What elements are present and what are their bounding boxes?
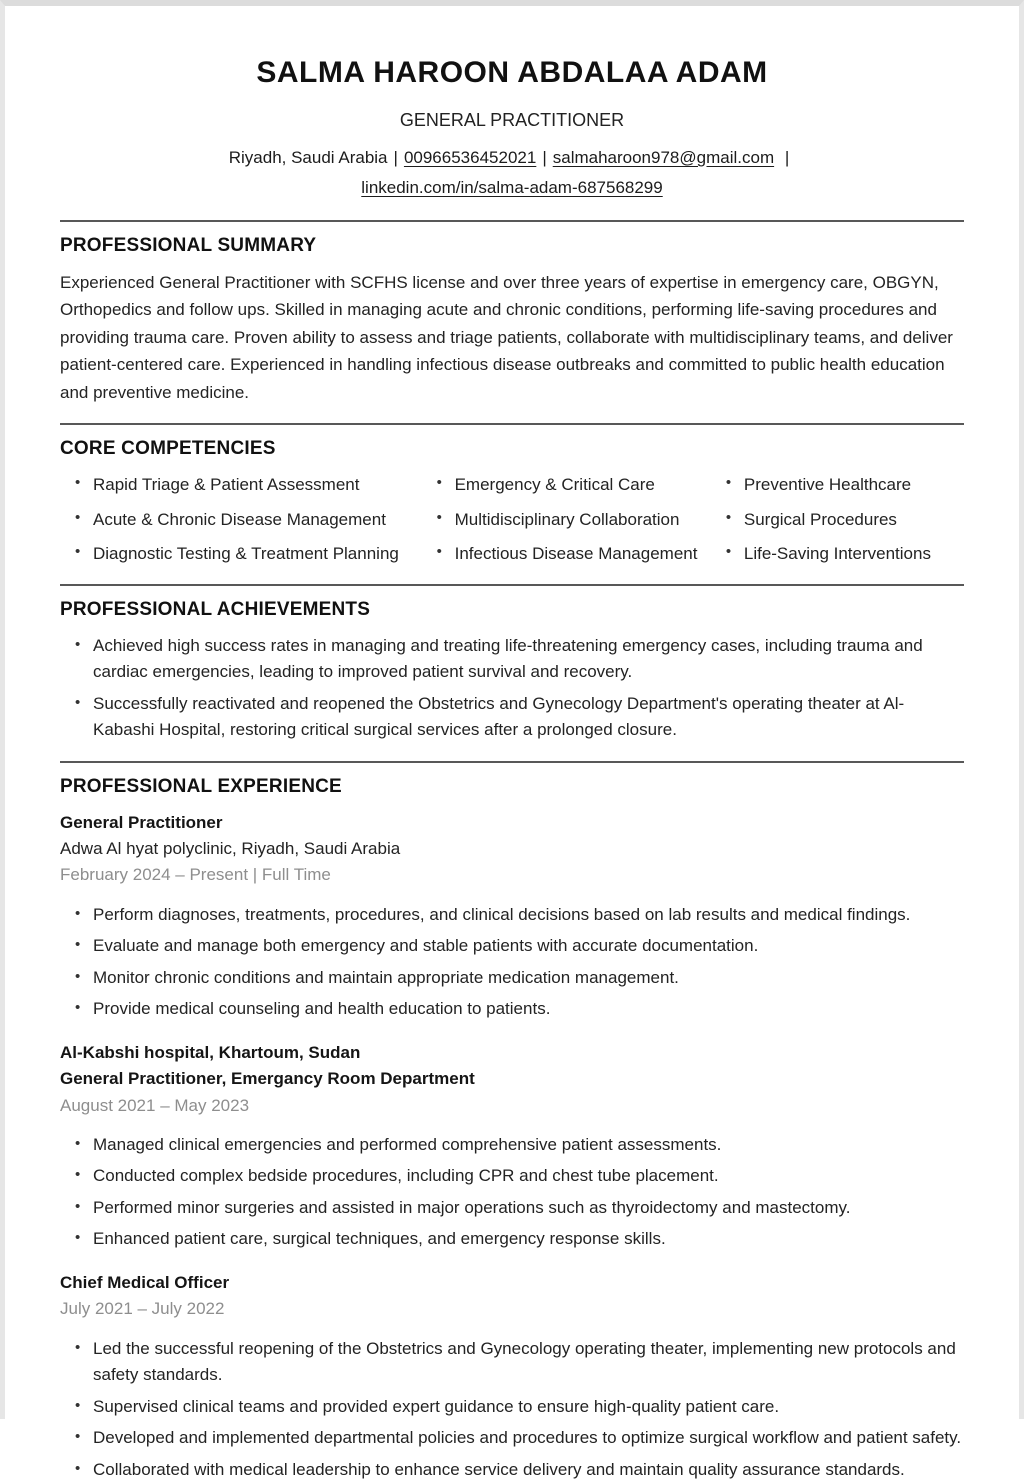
contact-separator: | [784,148,790,167]
job-line: General Practitioner, Emergancy Room Department [60,1069,475,1089]
email-link[interactable]: salmaharoon978@gmail.com [552,148,775,167]
job-bullet: • Developed and implemented departmental policies and procedures to optimize surgical workflow and patient safety. [60,1425,964,1452]
job-line: February 2024 – Present | Full Time [60,865,331,885]
job-line: General Practitioner [60,812,223,832]
job-bullet: • Collaborated with medical leadership to enhance service delivery and maintain quality assurance standards. [60,1457,964,1483]
job-line: Chief Medical Officer [60,1272,230,1292]
competencies-heading: CORE COMPETENCIES [60,438,276,460]
job-entry [60,1040,964,1253]
competency-item: • Emergency & Critical Care [422,472,711,498]
linkedin-link[interactable]: linkedin.com/in/salma-adam-687568299 [361,177,663,197]
job-bullet: • Supervised clinical teams and provided expert guidance to ensure high-quality patient care. [60,1394,964,1421]
job-line: August 2021 – May 2023 [60,1095,250,1115]
job-bullet: • Performed minor surgeries and assisted in major operations such as thyroidectomy and mastectomy. [60,1195,964,1222]
candidate-name: SALMA HAROON ABDALAA ADAM [256,56,768,89]
job-header [60,810,964,889]
job-bullet: • Managed clinical emergencies and performed comprehensive patient assessments. [60,1132,964,1159]
resume-header [60,56,964,203]
job-bullet: • Monitor chronic conditions and maintain appropriate medication management. [60,965,964,992]
summary-text: Experienced General Practitioner with SCFHS license and over three years of expertise in emergency care, OBGYN, Orthopedics and follow ups. Skilled in managing acute and chronic conditions, performing life-saving procedures and providing trauma care. Proven ability to assess and triage patients, collaborate with multidisciplinary teams, and deliver patient-centered care. Experienced in handling infectious disease outbreaks and committed to public health education and preventive medicine. [60,272,953,402]
summary-heading: PROFESSIONAL SUMMARY [60,234,317,256]
job-bullet: • Perform diagnoses, treatments, procedures, and clinical decisions based on lab results and medical findings. [60,902,964,929]
competency-item: • Life-Saving Interventions [711,541,964,567]
job-bullets [60,1132,964,1253]
contact-line-2 [60,173,964,203]
experience-heading: PROFESSIONAL EXPERIENCE [60,775,342,797]
job-bullets [60,902,964,1023]
candidate-title: GENERAL PRACTITIONER [399,110,625,130]
competency-item: • Infectious Disease Management [422,541,711,567]
job-bullet: • Provide medical counseling and health education to patients. [60,996,964,1023]
competency-item: • Preventive Healthcare [711,472,964,498]
job-bullets [60,1336,964,1483]
job-entry [60,1270,964,1483]
job-bullet: • Enhanced patient care, surgical techniques, and emergency response skills. [60,1226,964,1253]
job-line: Al-Kabshi hospital, Khartoum, Sudan [60,1042,361,1062]
job-bullet: • Conducted complex bedside procedures, including CPR and chest tube placement. [60,1163,964,1190]
job-bullet: • Evaluate and manage both emergency and stable patients with accurate documentation. [60,933,964,960]
achievement-item: • Successfully reactivated and reopened the Obstetrics and Gynecology Department's operating theater at Al-Kabashi Hospital, restoring critical surgical services after a prolonged closure. [60,691,964,744]
section-professional-experience [60,761,964,1483]
contact-line-1 [60,143,964,173]
job-line: Adwa Al hyat polyclinic, Riyadh, Saudi Arabia [60,839,401,859]
job-header [60,1270,964,1323]
contact-location: Riyadh, Saudi Arabia [228,148,388,167]
competency-item: • Surgical Procedures [711,507,964,533]
achievements-heading: PROFESSIONAL ACHIEVEMENTS [60,598,371,620]
competency-item: • Rapid Triage & Patient Assessment [60,472,422,498]
job-entry [60,810,964,1023]
job-line: July 2021 – July 2022 [60,1299,225,1319]
jobs-list [60,810,964,1483]
phone-link[interactable]: 00966536452021 [403,148,537,167]
contact-separator: | [542,148,547,167]
section-core-competencies [60,423,964,567]
contact-info [60,143,964,203]
achievements-list [60,633,964,744]
competencies-grid [60,472,964,567]
competency-item: • Diagnostic Testing & Treatment Planning [60,541,422,567]
job-bullet: • Led the successful reopening of the Obstetrics and Gynecology operating theater, implementing new protocols and safety standards. [60,1336,964,1389]
section-professional-summary [60,220,964,407]
achievement-item: • Achieved high success rates in managing and treating life-threatening emergency cases, including trauma and cardiac emergencies, leading to improved patient survival and recovery. [60,633,964,686]
competency-item: • Acute & Chronic Disease Management [60,507,422,533]
section-professional-achievements [60,584,964,744]
competency-item: • Multidisciplinary Collaboration [422,507,711,533]
job-header [60,1040,964,1119]
contact-separator: | [393,148,398,167]
